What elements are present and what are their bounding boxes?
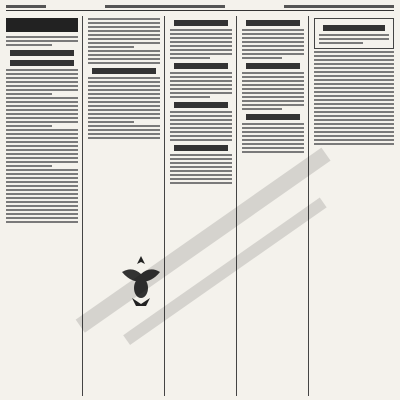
- boxed-notice: [314, 18, 394, 49]
- article-heading: [92, 68, 156, 74]
- header-text-block: [105, 5, 225, 8]
- article-heading: [246, 20, 300, 26]
- article-heading: [10, 60, 74, 66]
- running-header: [6, 3, 394, 9]
- article-heading: [174, 20, 228, 26]
- masthead: [6, 18, 78, 32]
- watermark-icon: [40, 120, 380, 380]
- header-rule: [6, 10, 394, 11]
- header-text-block: [284, 5, 394, 8]
- article-heading: [246, 63, 300, 69]
- article-heading: [174, 63, 228, 69]
- article-heading: [174, 102, 228, 108]
- header-text-block: [6, 5, 46, 8]
- article-heading: [10, 50, 74, 56]
